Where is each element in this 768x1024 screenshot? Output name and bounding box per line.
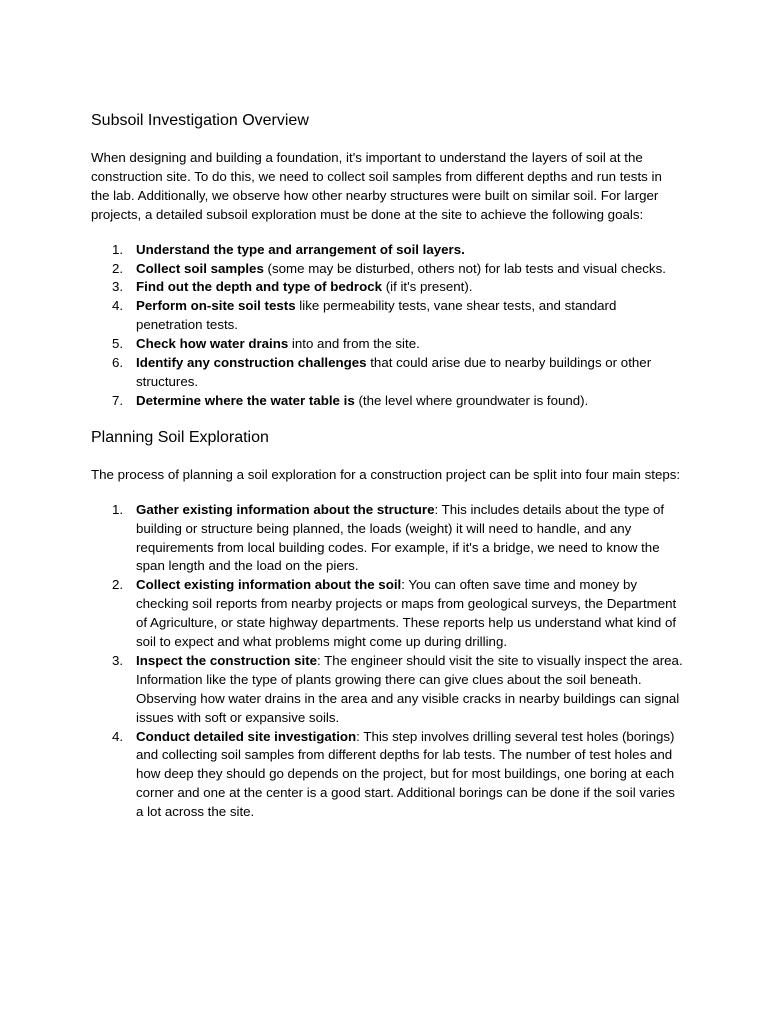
section-heading-subsoil-investigation: Subsoil Investigation Overview xyxy=(91,112,309,129)
steps-list xyxy=(91,501,683,822)
goals-list xyxy=(91,241,683,411)
list-item: 2. Collect soil samples (some may be disturbed, others not) for lab tests and visual checks. xyxy=(112,260,666,276)
list-item: 4. Conduct detailed site investigation: This step involves drilling several test holes (borings) and collecting soil samples from different depths for lab tests. The number of test holes and how deep they should go depends on the project, but for most buildings, one boring at each corner and one at the center is a good start. Additional borings can be done if the soil varies a lot across the site. xyxy=(112,728,675,820)
intro-paragraph: When designing and building a foundation, it's important to understand the layers of soil at the construction site. To do this, we need to collect soil samples from different depths and run tests in the lab. Additionally, we observe how other nearby structures were built on similar soil. For larger projects, a detailed subsoil exploration must be done at the site to achieve the following goals: xyxy=(91,150,662,222)
list-item: 7. Determine where the water table is (the level where groundwater is found). xyxy=(112,392,589,408)
list-item: 3. Find out the depth and type of bedrock (if it's present). xyxy=(112,279,473,295)
list-item: 2. Collect existing information about the soil: You can often save time and money by checking soil reports from nearby projects or maps from geological surveys, the Department of Agriculture, or state highway departments. These reports help us understand what kind of soil to expect and what problems might come up during drilling. xyxy=(112,577,677,650)
section-heading-planning-soil-exploration: Planning Soil Exploration xyxy=(91,428,269,446)
list-item: 5. Check how water drains into and from the site. xyxy=(112,336,420,352)
document-content xyxy=(91,110,683,822)
list-item: 1. Understand the type and arrangement of soil layers. xyxy=(112,241,465,257)
list-item: 4. Perform on-site soil tests like permeability tests, vane shear tests, and standard penetration tests. xyxy=(112,298,617,333)
list-item: 3. Inspect the construction site: The engineer should visit the site to visually inspect the area. Information like the type of plants growing there can give clues about the soil beneath. Observing how water drains in the area and any visible cracks in nearby buildings can signal issues with soft or expansive soils. xyxy=(112,652,683,725)
intro-paragraph: The process of planning a soil exploration for a construction project can be split into four main steps: xyxy=(91,466,681,482)
list-item: 6. Identify any construction challenges that could arise due to nearby buildings or other structures. xyxy=(112,355,652,389)
list-item: 1. Gather existing information about the structure: This includes details about the type of building or structure being planned, the loads (weight) it will need to handle, and any requirements from local building codes. For example, if it's a bridge, we need to know the span length and the load on the piers. xyxy=(112,501,665,574)
